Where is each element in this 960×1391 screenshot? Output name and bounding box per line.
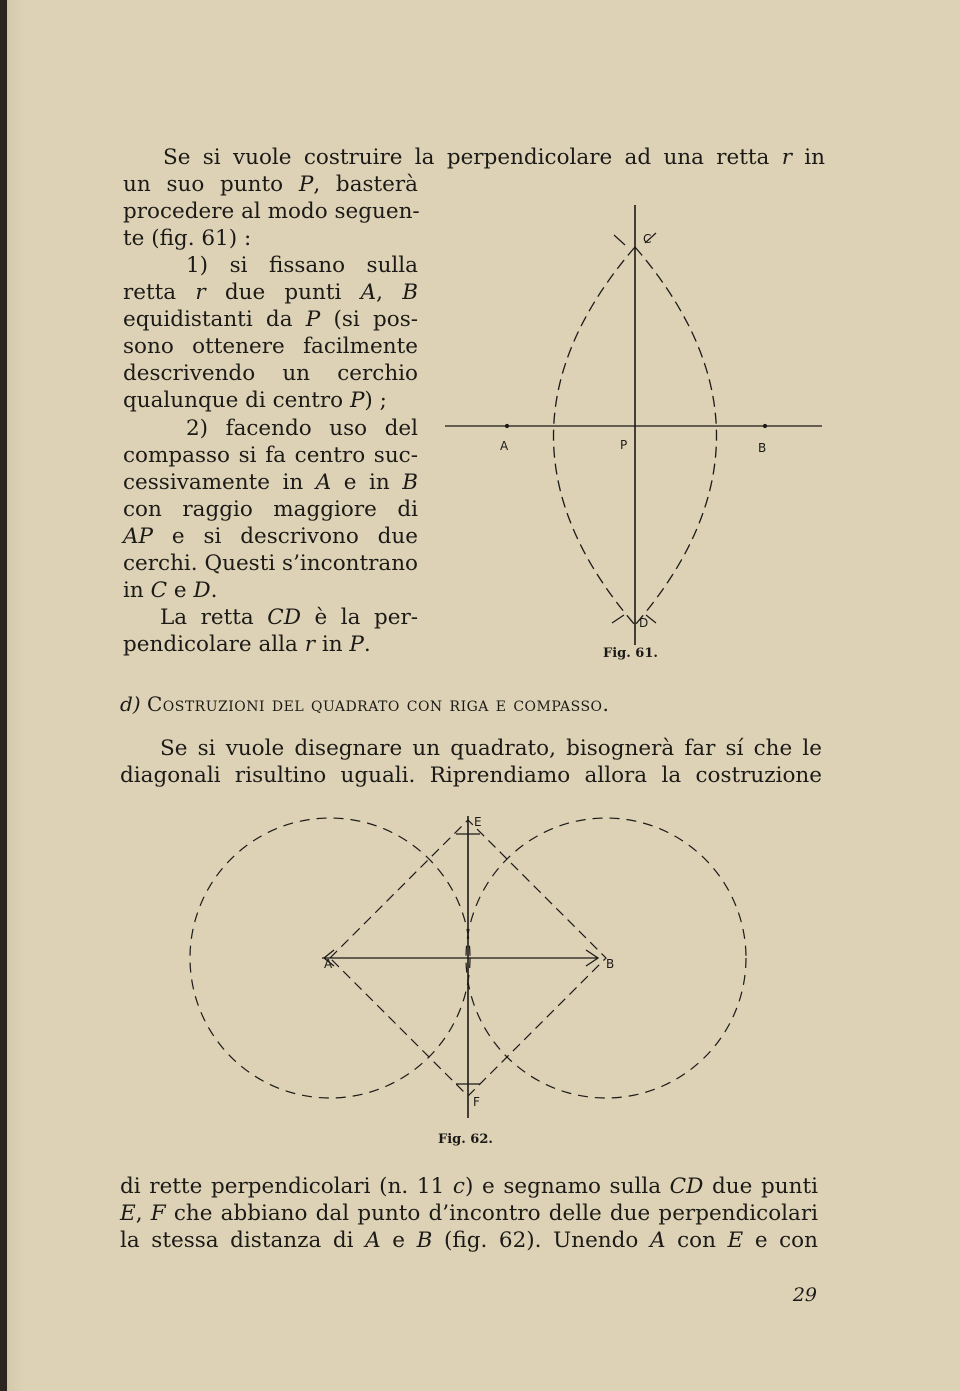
italic-text: B [402,470,418,495]
text-run: ) ; [364,388,387,413]
para1-line [123,279,418,306]
italic-text: B [416,1228,433,1253]
text-run: (si pos- [320,307,418,332]
text-run: 1) si fissano sulla [186,253,418,278]
italic-text: A [649,1228,666,1253]
arc-centered-b [554,247,636,625]
text-run: e [167,578,194,603]
para3-line [120,1173,818,1200]
text-run: compasso si fa centro suc- [123,443,418,468]
italic-text: A [360,280,377,305]
italic-text: r [781,145,792,170]
section-heading [120,692,609,716]
point-b-dot [763,424,766,427]
para1-line [123,523,418,550]
text-run: in [123,578,151,603]
text-run: , [376,280,403,305]
text-run: equidistanti da [123,307,306,332]
italic-text: E [120,1201,136,1226]
text-run: 2) facendo uso del [186,416,418,441]
label-p: P [620,438,628,452]
text-run: sono ottenere facilmente [123,334,418,359]
para3-line [120,1200,818,1227]
text-run: e [380,1228,417,1253]
text-run: la stessa distanza di [120,1228,366,1253]
italic-text: P [298,172,314,197]
label-b: B [758,441,767,455]
label-a: A [500,439,509,453]
para2-line [160,735,822,762]
page-number: 29 [792,1284,817,1306]
point-a-dot [505,424,508,427]
italic-text: c [452,1174,465,1199]
text-run: cessivamente in [123,470,316,495]
para1-line [186,415,418,442]
text-run: Se si vuole costruire la perpendicolare ad una retta [163,145,782,170]
figure-61-caption: Fig. 61. [603,646,658,661]
para1-line [123,225,251,252]
label-b: B [606,957,615,971]
figure-61-perpendicular-construction [440,195,830,655]
text-run: due punti [703,1174,818,1199]
label-f: F [473,1095,480,1109]
text-run: ) e segnamo sulla [464,1174,670,1199]
label-d: D [639,616,649,630]
para1-line [123,171,418,198]
tick-c-left [614,235,625,245]
section-letter: d) [120,692,141,716]
para1-line [123,496,418,523]
para2-line [120,762,822,789]
text-run: diagonali risultino uguali. Riprendiamo allora la costruzione [120,763,822,788]
figure-62-square-construction [180,800,770,1130]
text-run: te (fig. 61) : [123,226,252,251]
text-run: con raggio maggiore di [123,497,418,522]
text-run: e con [743,1228,818,1253]
tick-d-left [612,615,624,623]
text-run: retta [123,280,196,305]
text-run: con [665,1228,728,1253]
text-run: che abbiano dal punto d’incontro delle due perpendicolari [165,1201,818,1226]
italic-text: C [150,578,168,603]
text-run: di rette perpendicolari (n. 11 [120,1174,453,1199]
italic-text: r [304,632,315,657]
para1-line [123,360,418,387]
para1-line [123,577,218,604]
text-run: (fig. 62). Unendo [432,1228,650,1253]
italic-text: P [349,632,364,657]
italic-text: E [727,1228,744,1253]
para1-line [123,333,418,360]
para3-line [120,1227,818,1254]
text-run: , [135,1201,151,1226]
text-run: procedere al modo seguen- [123,199,420,224]
italic-text: CD [669,1174,704,1199]
para1-line [123,442,418,469]
label-c: C [643,232,652,246]
italic-text: P [349,388,365,413]
italic-text: r [195,280,206,305]
text-run: qualunque di centro [123,388,350,413]
para1-line [123,550,418,577]
text-run: pendicolare alla [123,632,305,657]
para1-line [160,604,418,631]
arc-centered-a [635,247,717,625]
italic-text: A [365,1228,381,1253]
label-e: E [474,815,482,829]
italic-text: B [402,280,418,305]
para1-line [186,252,418,279]
text-run: , basterà [313,172,418,197]
italic-text: A [315,470,332,495]
page-spine-edge [0,0,7,1391]
para1-line [123,198,418,225]
para1-line [123,631,371,658]
figure-62-caption: Fig. 62. [438,1132,493,1147]
text-run: descrivendo un cerchio [123,361,418,386]
text-run: in [791,145,826,170]
text-run: cerchi. Questi s’incontrano [123,551,419,576]
para1-line [163,144,825,171]
italic-text: D [193,578,211,603]
text-run: Se si vuole disegnare un quadrato, bisognerà far sí che le [160,736,822,761]
italic-text: AP [123,524,153,549]
italic-text: P [305,307,321,332]
text-run: . [210,578,218,603]
para1-line [123,387,387,414]
italic-text: CD [267,605,301,630]
label-a: A [324,957,333,971]
para1-line [123,469,418,496]
text-run: La retta [160,605,268,630]
italic-text: F [150,1201,166,1226]
text-run: due punti [205,280,361,305]
text-run: e si descrivono due [153,524,418,549]
text-run: . [363,632,371,657]
text-run: e in [331,470,403,495]
section-title: Costruzioni del quadrato con riga e compasso. [146,692,610,716]
text-run: è la per- [300,605,418,630]
para1-line [123,306,418,333]
text-run: un suo punto [123,172,299,197]
text-run: in [315,632,350,657]
